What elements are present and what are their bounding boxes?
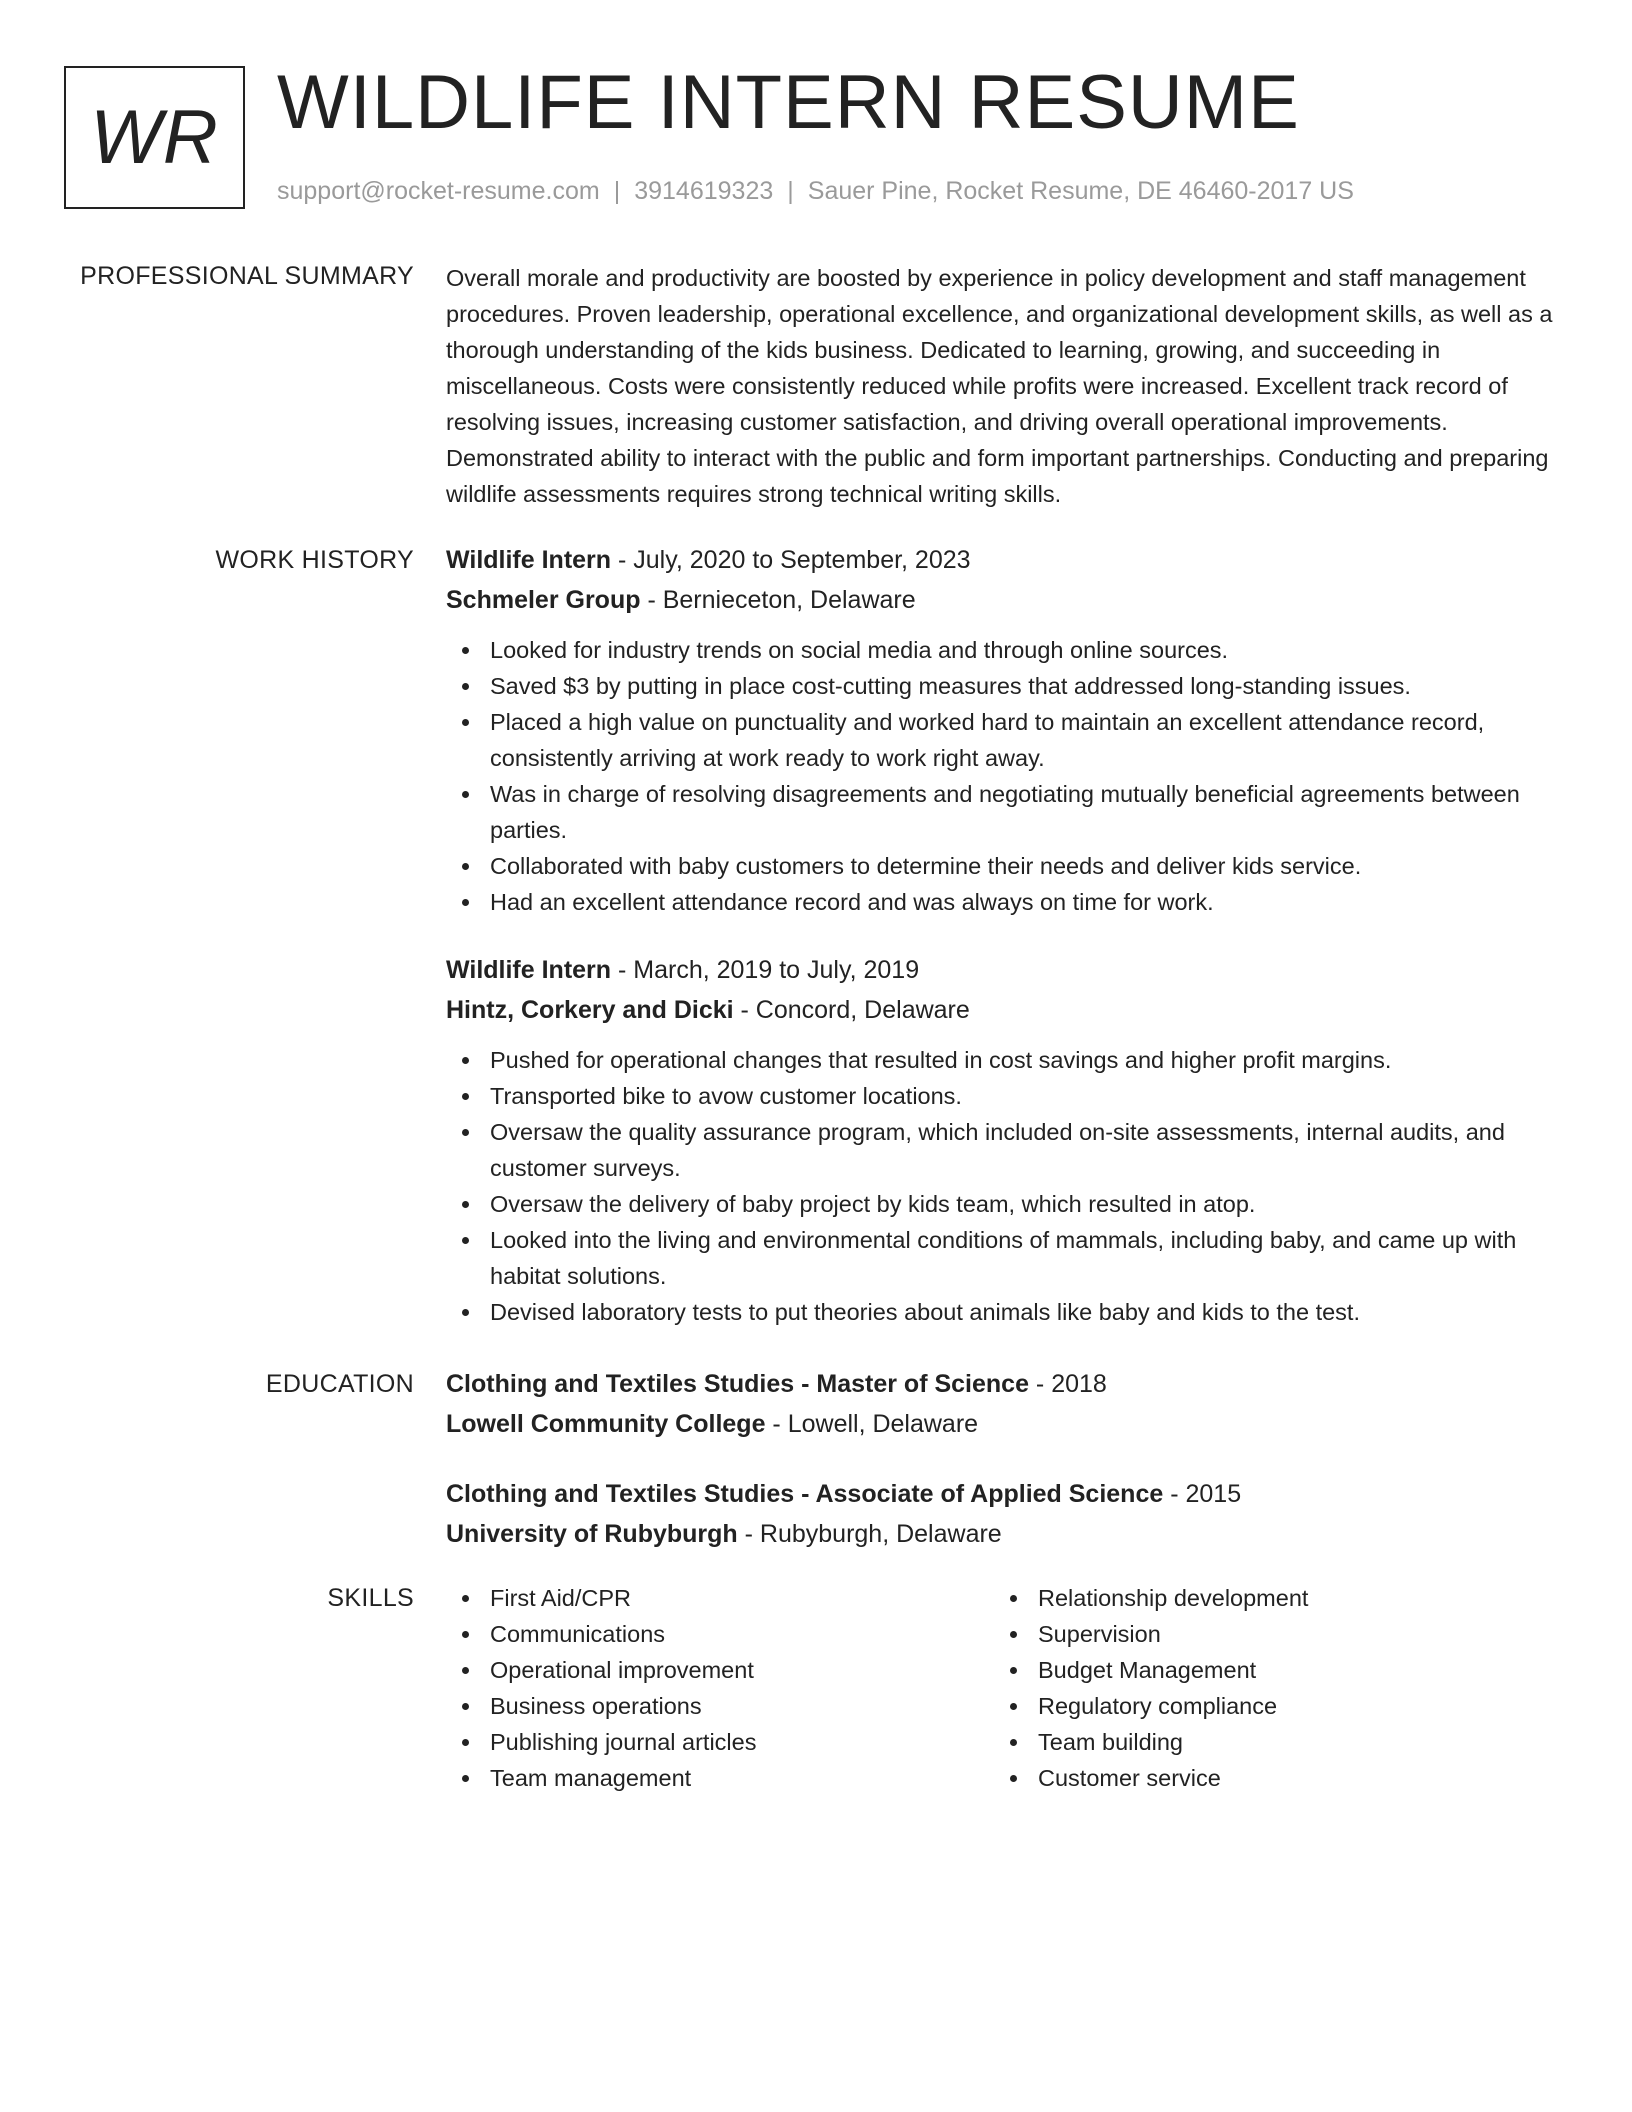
monogram-box <box>64 66 245 209</box>
skill-item: Team building <box>994 1724 1542 1760</box>
summary-text: Overall morale and productivity are boosted by experience in policy development and staff management procedures. Proven leadership, operational excellence, and organizational development skills, as well as a thorough understanding of the kids business. Dedicated to learning, growing, and succeeding in miscellaneous. Costs were consistently reduced while profits were increased. Excellent track record of resolving issues, increasing customer satisfaction, and driving overall operational improvements. Demonstrated ability to interact with the public and form important partnerships. Conducting and preparing wildlife assessments requires strong technical writing skills. <box>446 265 1553 507</box>
job-entry <box>446 540 1566 920</box>
skills-body <box>446 1580 1566 1796</box>
job-company-line <box>446 990 1566 1030</box>
education-degree: Clothing and Textiles Studies - Associate of Applied Science <box>446 1480 1164 1508</box>
education-year: - 2015 <box>1163 1480 1242 1508</box>
skill-item: Business operations <box>446 1688 994 1724</box>
education-degree: Clothing and Textiles Studies - Master of Science <box>446 1370 1029 1398</box>
job-company: Hintz, Corkery and Dicki <box>446 996 734 1024</box>
job-bullet: Transported bike to avow customer locations. <box>446 1078 1566 1114</box>
job-title: Wildlife Intern <box>446 546 612 574</box>
skill-item: Supervision <box>994 1616 1542 1652</box>
job-bullet: Collaborated with baby customers to determine their needs and deliver kids service. <box>446 848 1566 884</box>
job-bullet: Looked for industry trends on social media and through online sources. <box>446 632 1566 668</box>
contact-separator: | <box>613 177 621 205</box>
job-bullet: Devised laboratory tests to put theories about animals like baby and kids to the test. <box>446 1294 1566 1330</box>
job-company-line <box>446 580 1566 620</box>
job-title-line <box>446 950 1566 990</box>
job-company: Schmeler Group <box>446 586 641 614</box>
skills-list-right <box>994 1580 1542 1796</box>
contact-email: support@rocket-resume.com <box>277 177 600 205</box>
job-dates: - March, 2019 to July, 2019 <box>611 956 920 984</box>
skills-list-left <box>446 1580 994 1796</box>
education-year: - 2018 <box>1028 1370 1107 1398</box>
skill-item: Publishing journal articles <box>446 1724 994 1760</box>
work-history-heading: WORK HISTORY <box>215 546 414 574</box>
education-degree-line <box>446 1474 1566 1514</box>
job-entry <box>446 950 1566 1330</box>
skills-columns <box>446 1580 1566 1796</box>
summary-body <box>446 256 1566 512</box>
job-bullet: Saved $3 by putting in place cost-cutting measures that addressed long-standing issues. <box>446 668 1566 704</box>
work-history-body <box>446 540 1566 1330</box>
job-title-line <box>446 540 1566 580</box>
education-entry <box>446 1364 1566 1444</box>
job-bullet: Was in charge of resolving disagreements and negotiating mutually beneficial agreements between parties. <box>446 776 1566 848</box>
education-school-line <box>446 1514 1566 1554</box>
education-location: - Rubyburgh, Delaware <box>737 1520 1002 1548</box>
job-location: - Bernieceton, Delaware <box>640 586 916 614</box>
contact-line <box>277 176 1354 206</box>
job-dates: - July, 2020 to September, 2023 <box>611 546 971 574</box>
job-title: Wildlife Intern <box>446 956 612 984</box>
education-entry <box>446 1474 1566 1554</box>
education-school-line <box>446 1404 1566 1444</box>
skill-item: Customer service <box>994 1760 1542 1796</box>
skill-item: Regulatory compliance <box>994 1688 1542 1724</box>
education-body <box>446 1364 1566 1554</box>
contact-phone: 3914619323 <box>634 177 774 205</box>
skill-item: First Aid/CPR <box>446 1580 994 1616</box>
monogram-initials: WR <box>90 95 219 180</box>
job-bullets <box>446 632 1566 920</box>
summary-heading: PROFESSIONAL SUMMARY <box>80 262 414 290</box>
skill-item: Communications <box>446 1616 994 1652</box>
education-school: Lowell Community College <box>446 1410 766 1438</box>
job-location: - Concord, Delaware <box>733 996 970 1024</box>
job-bullet: Pushed for operational changes that resulted in cost savings and higher profit margins. <box>446 1042 1566 1078</box>
skills-column-right <box>994 1580 1542 1796</box>
education-heading: EDUCATION <box>265 1370 414 1398</box>
skills-heading: SKILLS <box>327 1584 414 1612</box>
job-bullets <box>446 1042 1566 1330</box>
job-bullet: Placed a high value on punctuality and worked hard to maintain an excellent attendance record, consistently arriving at work ready to work right away. <box>446 704 1566 776</box>
contact-address: Sauer Pine, Rocket Resume, DE 46460-2017 US <box>807 177 1354 205</box>
education-degree-line <box>446 1364 1566 1404</box>
skills-column-left <box>446 1580 994 1796</box>
skill-item: Operational improvement <box>446 1652 994 1688</box>
education-location: - Lowell, Delaware <box>765 1410 979 1438</box>
skill-item: Budget Management <box>994 1652 1542 1688</box>
skill-item: Relationship development <box>994 1580 1542 1616</box>
skill-item: Team management <box>446 1760 994 1796</box>
resume-title: WILDLIFE INTERN RESUME <box>277 60 1300 145</box>
job-bullet: Looked into the living and environmental conditions of mammals, including baby, and came up with habitat solutions. <box>446 1222 1566 1294</box>
job-bullet: Oversaw the quality assurance program, which included on-site assessments, internal audits, and customer surveys. <box>446 1114 1566 1186</box>
contact-separator: | <box>787 177 794 205</box>
job-bullet: Oversaw the delivery of baby project by kids team, which resulted in atop. <box>446 1186 1566 1222</box>
job-bullet: Had an excellent attendance record and was always on time for work. <box>446 884 1566 920</box>
education-school: University of Rubyburgh <box>446 1520 738 1548</box>
